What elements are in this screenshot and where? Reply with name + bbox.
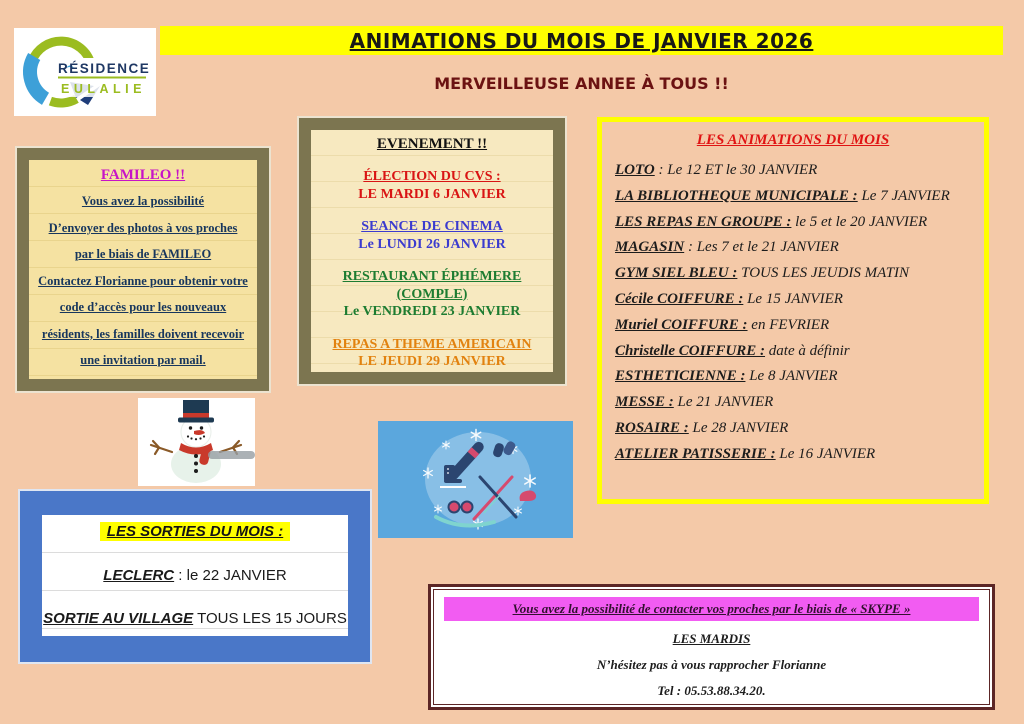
skype-days: LES MARDIS	[672, 631, 751, 646]
animation-item	[615, 339, 984, 365]
animation-date: TOUS LES JEUDIS MATIN	[737, 265, 910, 282]
event-name: ÉLECTION DU CVS :	[363, 169, 501, 184]
famileo-title: FAMILEO !!	[100, 167, 186, 183]
logo-eulalie-text: EULALIE	[61, 82, 146, 96]
animation-label: ESTHETICIENNE :	[615, 368, 746, 385]
animation-date: Le 21 JANVIER	[673, 394, 774, 411]
famileo-line: résidents, les familles doivent recevoir	[41, 326, 245, 341]
animation-item	[615, 261, 984, 287]
famileo-panel	[17, 148, 269, 391]
famileo-text	[29, 188, 257, 374]
sortie-label: SORTIE AU VILLAGE	[43, 610, 194, 627]
sortie-item	[42, 567, 348, 584]
event-item	[311, 268, 553, 321]
skype-highlight-text: Vous avez la possibilité de contacter vos proches par le biais de « SKYPE »	[512, 601, 911, 616]
event-date: Le LUNDI 26 JANVIER	[358, 236, 506, 252]
skype-contact: N’hésitez pas à vous rapprocher Florianne	[596, 657, 827, 672]
animation-label: MAGASIN	[615, 239, 685, 256]
snowman-hat	[178, 400, 214, 423]
animation-item	[615, 210, 984, 236]
animation-date: le 5 et le 20 JANVIER	[791, 213, 928, 230]
animation-item	[615, 313, 984, 339]
animation-label: LOTO	[615, 162, 655, 178]
animation-item	[615, 442, 984, 468]
famileo-line: D’envoyer des photos à vos proches	[48, 220, 238, 235]
winter-sports-icon	[378, 421, 573, 538]
animation-label: GYM SIEL BLEU :	[615, 265, 738, 282]
event-item	[311, 218, 553, 253]
animations-panel	[597, 117, 989, 504]
page-subtitle: MERVEILLEUSE ANNEE À TOUS !!	[434, 74, 729, 93]
animation-label: Muriel COIFFURE :	[615, 316, 748, 333]
sortie-date: TOUS LES 15 JOURS	[193, 610, 347, 627]
animation-item	[615, 416, 984, 442]
animation-date: Le 7 JANVIER	[857, 187, 950, 204]
evenement-title: EVENEMENT !!	[376, 136, 488, 152]
sorties-title: LES SORTIES DU MOIS :	[100, 522, 290, 541]
evenement-panel	[299, 118, 565, 384]
evenement-list	[311, 168, 553, 371]
event-date: LE JEUDI 29 JANVIER	[358, 354, 506, 369]
animation-date: Le 28 JANVIER	[688, 419, 789, 436]
animation-date: : Les 7 et le 21 JANVIER	[684, 239, 839, 256]
animation-item	[615, 235, 984, 261]
event-item	[311, 336, 553, 371]
skype-highlight-bar	[444, 597, 979, 621]
logo-divider	[58, 77, 146, 79]
animation-date: en FEVRIER	[747, 316, 830, 333]
sortie-item	[42, 610, 348, 627]
animation-date: Le 8 JANVIER	[745, 368, 838, 385]
sortie-date: : le 22 JANVIER	[174, 567, 287, 584]
animation-label: LA BIBLIOTHEQUE MUNICIPALE :	[615, 187, 858, 204]
event-name: SEANCE DE CINEMA	[361, 219, 503, 234]
animation-date: Le 16 JANVIER	[775, 445, 876, 462]
sorties-content	[42, 515, 348, 636]
famileo-line: par le biais de FAMILEO	[74, 247, 212, 261]
snowman-icon	[138, 398, 255, 486]
page-title-bar	[160, 26, 1003, 55]
animation-label: LES REPAS EN GROUPE :	[615, 213, 792, 230]
skype-phone: Tel : 05.53.88.34.20.	[657, 683, 766, 698]
event-item	[311, 168, 553, 203]
page-title: ANIMATIONS DU MOIS DE JANVIER 2026	[349, 28, 814, 53]
sorties-panel	[20, 491, 370, 662]
animation-label: ATELIER PATISSERIE :	[615, 445, 776, 462]
skype-panel	[428, 584, 995, 710]
event-name: RESTAURANT ÉPHÉMERE	[342, 269, 522, 284]
logo-globe-green-arc2	[50, 99, 76, 103]
winter-sports-illustration	[378, 421, 573, 538]
animation-label: MESSE :	[615, 394, 674, 411]
event-name: REPAS A THEME AMERICAIN	[332, 336, 532, 352]
animation-item	[615, 184, 984, 210]
animation-label: ROSAIRE :	[615, 419, 689, 436]
famileo-line: Contactez Florianne pour obtenir votre	[38, 273, 248, 288]
event-date: LE MARDI 6 JANVIER	[358, 186, 506, 202]
animation-item	[615, 158, 984, 184]
animation-item	[615, 390, 984, 416]
animation-item	[615, 364, 984, 390]
residence-logo-icon	[14, 28, 156, 116]
famileo-line: une invitation par mail.	[80, 353, 206, 367]
animation-date: : Le 12 ET le 30 JANVIER	[654, 162, 818, 178]
animation-date: date à définir	[765, 342, 850, 359]
snowman-illustration	[138, 398, 255, 486]
residence-logo	[14, 28, 156, 116]
event-date: Le VENDREDI 23 JANVIER	[343, 304, 521, 319]
animations-list	[615, 158, 984, 468]
animation-item	[615, 287, 984, 313]
famileo-line: Vous avez la possibilité	[81, 194, 205, 208]
event-name-extra: (COMPLE)	[396, 286, 468, 302]
sorties-list	[42, 567, 348, 627]
animation-date: Le 15 JANVIER	[743, 290, 843, 307]
logo-residence-text: RÉSIDENCE	[58, 61, 151, 76]
watermark-badge	[208, 451, 255, 459]
animation-label: Cécile COIFFURE :	[615, 290, 744, 307]
animation-label: Christelle COIFFURE :	[615, 342, 766, 359]
sortie-label: LECLERC	[103, 567, 175, 584]
animations-title: LES ANIMATIONS DU MOIS	[696, 132, 890, 148]
famileo-line: code d’accès pour les nouveaux	[59, 300, 227, 314]
sorties-title-row	[42, 522, 348, 541]
